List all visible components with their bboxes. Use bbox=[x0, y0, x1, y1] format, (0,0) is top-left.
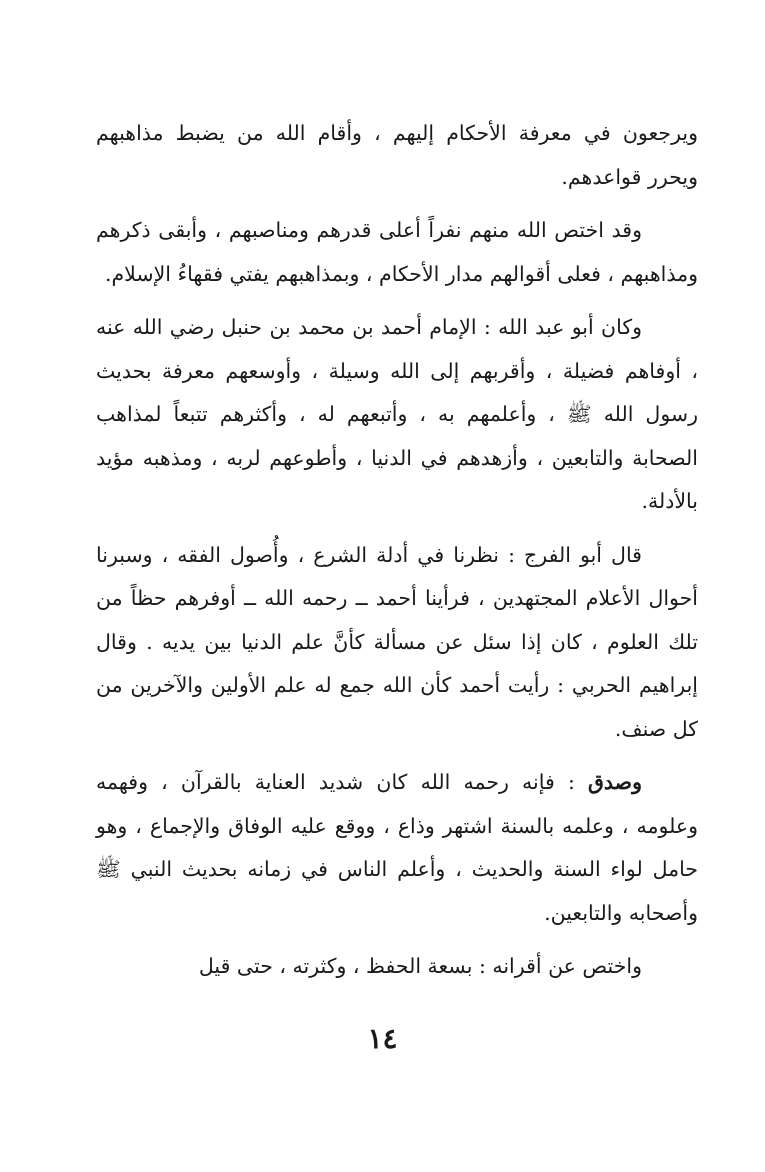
page-number: ١٤ bbox=[367, 1022, 398, 1055]
page-body bbox=[96, 112, 698, 989]
paragraph-4 bbox=[96, 534, 698, 752]
paragraph-4-text: قال أبو الفرج : نظرنا في أدلة الشرع ، وأُصول الفقه ، وسبرنا أحوال الأعلام المجتهدين ، فرأينا أحمد ــ رحمه الله ــ أوفرهم حظاً من تلك العلوم ، كان إذا سئل عن مسألة كأنَّ علم الدنيا بين يديه . وقال إبراهيم الحربي : رأيت أحمد كأن الله جمع له علم الأولين والآخرين من كل صنف. bbox=[96, 542, 698, 741]
paragraph-3-text: وكان أبو عبد الله : الإمام أحمد بن محمد بن حنبل رضي الله عنه ، أوفاهم فضيلة ، وأقربهم إلى الله وسيلة ، وأوسعهم معرفة بحديث رسول الله ﷺ ، وأعلمهم به ، وأتبعهم له ، وأكثرهم تتبعاً لمذاهب الصحابة والتابعين ، وأزهدهم في الدنيا ، وأطوعهم لربه ، ومذهبه مؤيد بالأدلة. bbox=[96, 315, 698, 513]
paragraph-5 bbox=[96, 761, 698, 935]
paragraph-1 bbox=[96, 112, 698, 199]
paragraph-3 bbox=[96, 306, 698, 524]
paragraph-1-text: ويرجعون في معرفة الأحكام إليهم ، وأقام الله من يضبط مذاهبهم ويحرر قواعدهم. bbox=[96, 121, 698, 189]
paragraph-2 bbox=[96, 209, 698, 296]
paragraph-5-text: : فإنه رحمه الله كان شديد العناية بالقرآن ، وفهمه وعلومه ، وعلمه بالسنة اشتهر وذاع ، ووقع عليه الوفاق والإجماع ، وهو حامل لواء السنة والحديث ، وأعلم الناس في زمانه بحديث النبي ﷺ وأصحابه والتابعين. bbox=[96, 770, 698, 925]
paragraph-2-text: وقد اختص الله منهم نفراً أعلى قدرهم ومناصبهم ، وأبقى ذكرهم ومذاهبهم ، فعلى أقوالهم مدار الأحكام ، وبمذاهبهم يفتي فقهاءُ الإسلام. bbox=[96, 218, 698, 286]
paragraph-5-lead: وصدق bbox=[588, 770, 642, 794]
paragraph-6 bbox=[96, 945, 698, 989]
paragraph-6-text: واختص عن أقرانه : بسعة الحفظ ، وكثرته ، حتى قيل bbox=[198, 954, 642, 978]
